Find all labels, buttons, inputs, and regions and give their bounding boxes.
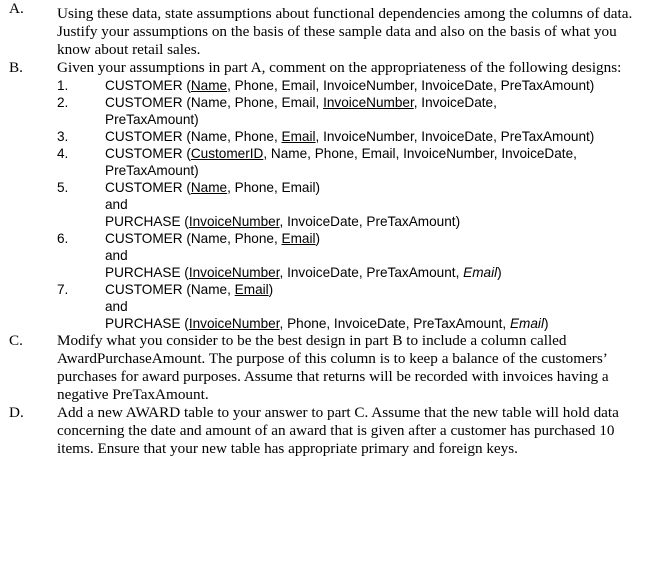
design-7-text-b: ) [268,282,274,297]
item-c-text: Modify what you consider to be the best design in part B to include a column called AwardPurchaseAmount. The purpose of this column is to keep a balance of the customers’ purchases for award purposes. Assume that returns will be recorded with invoices having a negative PreTaxAmount. [57,332,609,403]
design-4-text-c: PreTaxAmount) [105,163,199,178]
design-7-purchase-a: PURCHASE ( [105,316,189,331]
design-6-text-a: CUSTOMER (Name, Phone, [105,231,282,246]
design-5-purchase-a: PURCHASE ( [105,214,189,229]
design-5-text-a: CUSTOMER ( [105,180,191,195]
design-7-purchase-c: ) [543,316,549,331]
design-7-purchase-b: , Phone, InvoiceDate, PreTaxAmount, [279,316,510,331]
design-3 [0,128,645,145]
design-3-primary-key: Email [281,129,316,144]
design-6-purchase-a: PURCHASE ( [105,265,189,280]
design-5-number: 5. [57,180,69,195]
design-6-and: and [105,248,128,263]
design-7-text-a: CUSTOMER (Name, [105,282,235,297]
item-b-letter: B. [9,59,23,76]
design-list [0,77,656,332]
design-2 [0,94,645,128]
design-7-primary-key: Email [234,282,269,297]
design-5-text-b: , Phone, Email) [227,180,321,195]
item-a [0,0,637,59]
design-4 [0,145,645,179]
design-2-text-a: CUSTOMER (Name, Phone, Email, [105,95,324,110]
item-d [0,404,637,458]
design-6-purchase-b: , InvoiceDate, PreTaxAmount, [279,265,464,280]
design-5-and: and [105,197,128,212]
design-6-foreign-key: Email [463,265,498,280]
design-4-number: 4. [57,146,69,161]
design-4-text-a: CUSTOMER ( [105,146,191,161]
design-5 [0,179,645,230]
design-3-number: 3. [57,129,69,144]
design-7-and: and [105,299,128,314]
item-c [0,332,637,404]
item-d-text: Add a new AWARD table to your answer to part C. Assume that the new table will hold data concerning the date and amount of an award that is given after a customer has purchased 10 items. Ensure that your new table has appropriate primary and foreign keys. [57,404,619,457]
design-1-number: 1. [57,78,69,93]
design-1-text-b: , Phone, Email, InvoiceNumber, InvoiceDate, PreTaxAmount) [227,78,595,93]
design-2-text-b: , InvoiceDate, [413,95,497,110]
item-b [0,59,637,77]
design-6-purchase-key: InvoiceNumber [188,265,280,280]
design-1 [0,77,645,94]
design-3-text-a: CUSTOMER (Name, Phone, [105,129,282,144]
design-2-primary-key: InvoiceNumber [323,95,414,110]
design-6-text-b: ) [315,231,321,246]
design-5-purchase-key: InvoiceNumber [188,214,280,229]
design-7 [0,281,645,332]
item-d-letter: D. [9,404,24,421]
design-6 [0,230,645,281]
design-7-purchase-key: InvoiceNumber [188,316,280,331]
design-4-primary-key: CustomerID [190,146,264,161]
design-1-text-a: CUSTOMER ( [105,78,191,93]
design-7-number: 7. [57,282,69,297]
design-4-text-b: , Name, Phone, Email, InvoiceNumber, InvoiceDate, [263,146,577,161]
item-a-letter: A. [9,0,24,17]
design-2-number: 2. [57,95,69,110]
design-5-purchase-b: , InvoiceDate, PreTaxAmount) [279,214,461,229]
design-6-purchase-c: ) [497,265,502,280]
item-c-letter: C. [9,332,23,349]
design-2-text-c: PreTaxAmount) [105,112,199,127]
item-a-text: Using these data, state assumptions about functional dependencies among the columns of data. Justify your assumptions on the basis of these sample data and also on the basis of what you know about retail sales. [57,5,633,58]
design-6-number: 6. [57,231,69,246]
design-7-foreign-key: Email [509,316,544,331]
design-3-text-b: , InvoiceNumber, InvoiceDate, PreTaxAmount) [315,129,595,144]
item-b-text: Given your assumptions in part A, comment on the appropriateness of the following designs: [57,59,622,76]
design-1-primary-key: Name [190,78,228,93]
design-5-primary-key: Name [190,180,228,195]
design-6-primary-key: Email [281,231,316,246]
